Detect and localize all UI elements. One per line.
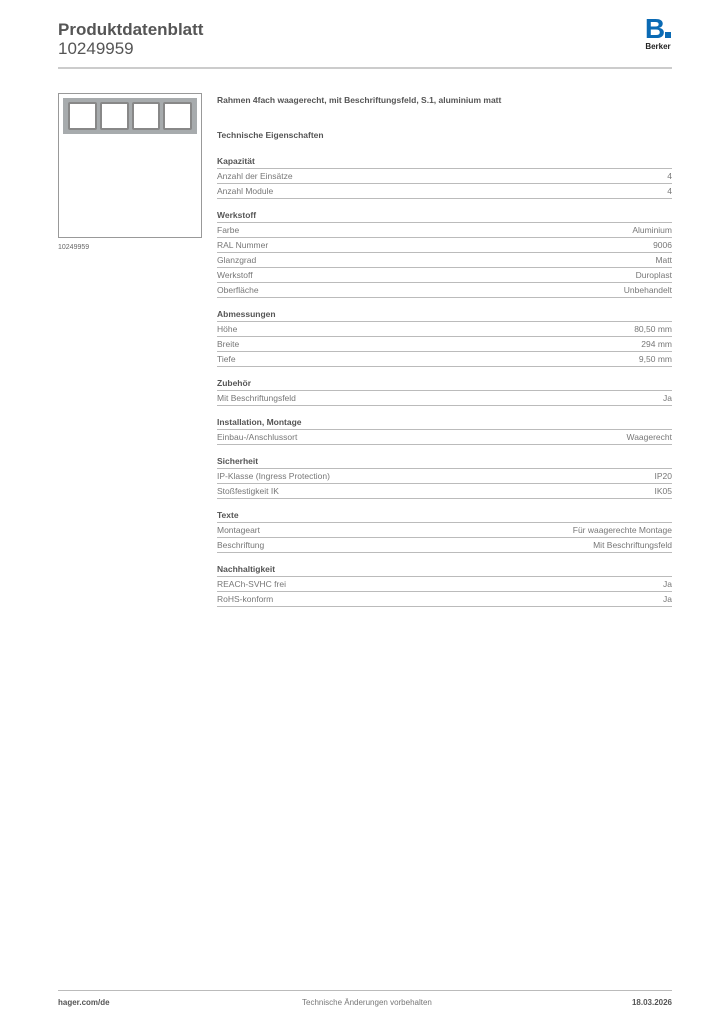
property-value: Duroplast	[635, 270, 672, 280]
property-value: 9006	[653, 240, 672, 250]
property-row	[217, 268, 672, 283]
property-row	[217, 538, 672, 553]
property-label: Oberfläche	[217, 285, 259, 295]
property-label: Stoßfestigkeit IK	[217, 486, 279, 496]
property-value: Ja	[663, 579, 672, 589]
property-value: Aluminium	[632, 225, 672, 235]
property-label: Einbau-/Anschlussort	[217, 432, 298, 442]
product-image	[58, 93, 202, 238]
property-row	[217, 430, 672, 445]
property-label: Anzahl der Einsätze	[217, 171, 293, 181]
property-row	[217, 184, 672, 199]
property-row	[217, 592, 672, 607]
property-row	[217, 238, 672, 253]
property-label: Beschriftung	[217, 540, 265, 550]
property-value: Unbehandelt	[623, 285, 672, 295]
property-row	[217, 322, 672, 337]
property-section	[217, 376, 672, 406]
property-row	[217, 223, 672, 238]
property-label: Farbe	[217, 225, 240, 235]
property-value: 294 mm	[641, 339, 672, 349]
product-name: Rahmen 4fach waagerecht, mit Beschriftungsfeld, S.1, aluminium matt	[217, 95, 502, 105]
section-heading: Werkstoff	[217, 208, 672, 223]
property-label: Anzahl Module	[217, 186, 274, 196]
property-value: 80,50 mm	[634, 324, 672, 334]
property-section	[217, 154, 672, 199]
property-row	[217, 337, 672, 352]
property-value: Matt	[655, 255, 672, 265]
property-value: IK05	[654, 486, 672, 496]
property-label: Werkstoff	[217, 270, 253, 280]
property-value: Mit Beschriftungsfeld	[593, 540, 672, 550]
property-label: REACh-SVHC frei	[217, 579, 286, 589]
property-label: RoHS-konform	[217, 594, 274, 604]
property-value: Für waagerechte Montage	[572, 525, 672, 535]
footer-note: Technische Änderungen vorbehalten	[302, 998, 432, 1007]
property-row	[217, 469, 672, 484]
logo-name: Berker	[645, 42, 671, 51]
footer-date: 18.03.2026	[631, 998, 672, 1007]
property-row	[217, 484, 672, 499]
property-label: Montageart	[217, 525, 260, 535]
section-heading: Nachhaltigkeit	[217, 562, 672, 577]
property-section	[217, 307, 672, 367]
property-row	[217, 352, 672, 367]
property-sections	[217, 154, 672, 607]
property-label: IP-Klasse (Ingress Protection)	[217, 471, 330, 481]
property-label: Mit Beschriftungsfeld	[217, 393, 296, 403]
property-label: Breite	[217, 339, 240, 349]
property-value: IP20	[654, 471, 672, 481]
product-number: 10249959	[58, 39, 134, 58]
logo-letter: B	[644, 13, 665, 44]
property-row	[217, 283, 672, 298]
property-row	[217, 391, 672, 406]
property-row	[217, 577, 672, 592]
page-title: Produktdatenblatt	[58, 20, 204, 39]
header-divider	[58, 67, 672, 69]
property-value: Ja	[663, 594, 672, 604]
property-label: Tiefe	[217, 354, 236, 364]
property-section	[217, 208, 672, 298]
footer-website[interactable]: hager.com/de	[58, 998, 110, 1007]
property-value: Ja	[663, 393, 672, 403]
property-value: 4	[667, 171, 672, 181]
image-caption: 10249959	[58, 244, 90, 251]
section-heading: Sicherheit	[217, 454, 672, 469]
properties	[217, 95, 672, 616]
property-label: Höhe	[217, 324, 238, 334]
section-heading: Texte	[217, 508, 672, 523]
property-section	[217, 415, 672, 445]
section-heading: Abmessungen	[217, 307, 672, 322]
berker-logo	[640, 13, 676, 52]
property-value: 4	[667, 186, 672, 196]
section-heading: Kapazität	[217, 154, 672, 169]
property-row	[217, 253, 672, 268]
frame-illustration	[63, 98, 197, 134]
property-value: 9,50 mm	[638, 354, 672, 364]
property-value: Waagerecht	[626, 432, 672, 442]
section-title: Technische Eigenschaften	[217, 130, 324, 140]
property-label: RAL Nummer	[217, 240, 269, 250]
property-label: Glanzgrad	[217, 255, 257, 265]
property-section	[217, 454, 672, 499]
footer-divider	[58, 990, 672, 991]
section-heading: Zubehör	[217, 376, 672, 391]
property-section	[217, 562, 672, 607]
property-row	[217, 169, 672, 184]
logo-dot	[665, 32, 671, 38]
property-section	[217, 508, 672, 553]
section-heading: Installation, Montage	[217, 415, 672, 430]
property-row	[217, 523, 672, 538]
